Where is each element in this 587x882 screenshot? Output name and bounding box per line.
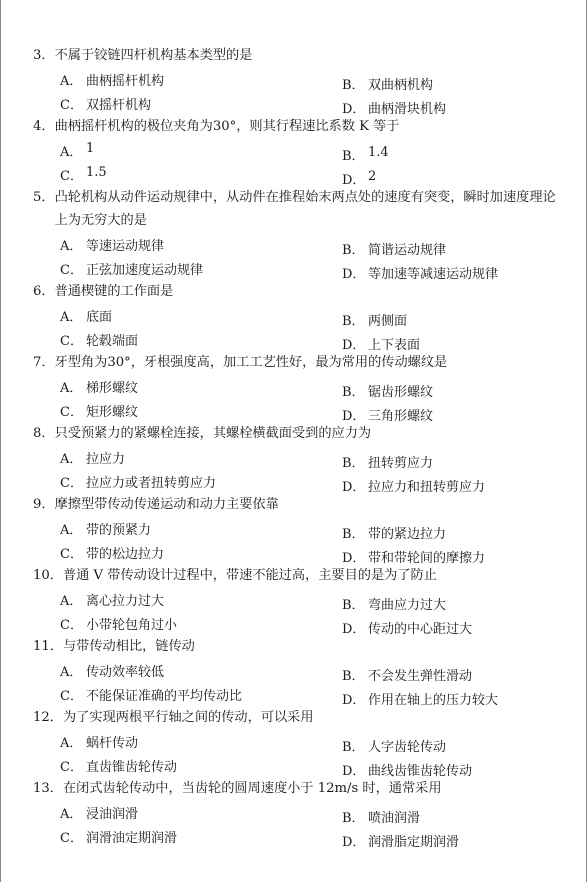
question-text: 牙型角为30°，牙根强度高，加工工艺性好，最为常用的传动螺纹是 bbox=[54, 355, 448, 370]
option-text: 小带轮包角过小 bbox=[86, 618, 178, 633]
option-letter: D． bbox=[342, 267, 366, 282]
option-text: 简谐运动规律 bbox=[368, 243, 447, 258]
question-text: 普通 V 带传动设计过程中，带速不能过高，主要目的是为了防止 bbox=[62, 568, 437, 583]
option-letter: D． bbox=[342, 102, 366, 117]
option-row bbox=[1, 753, 586, 777]
option-row bbox=[1, 540, 586, 564]
option-row bbox=[1, 67, 586, 91]
question-item bbox=[1, 186, 586, 280]
option-row bbox=[1, 327, 586, 351]
option-item bbox=[60, 235, 164, 254]
option-letter: A． bbox=[60, 665, 83, 680]
option-text: 浸油润滑 bbox=[86, 807, 139, 822]
option-text: 梯形螺纹 bbox=[86, 381, 139, 396]
question-item bbox=[1, 280, 586, 351]
option-row bbox=[1, 138, 586, 162]
option-letter: C． bbox=[60, 476, 83, 491]
option-row bbox=[1, 682, 586, 706]
option-text: 不会发生弹性滑动 bbox=[368, 669, 473, 684]
option-item bbox=[60, 94, 151, 113]
option-letter: C． bbox=[60, 98, 83, 113]
option-row bbox=[1, 445, 586, 469]
question-number: 8． bbox=[33, 426, 55, 441]
option-text: 两侧面 bbox=[368, 314, 408, 329]
option-letter: B． bbox=[342, 78, 365, 93]
option-text: 喷油润滑 bbox=[368, 811, 421, 826]
option-text: 1 bbox=[86, 141, 95, 156]
option-letter: A． bbox=[60, 736, 83, 751]
question-number: 11． bbox=[33, 639, 63, 654]
option-letter: B． bbox=[342, 811, 365, 826]
option-row bbox=[1, 658, 586, 682]
question-number: 7． bbox=[33, 355, 55, 370]
option-letter: A． bbox=[60, 594, 83, 609]
option-item bbox=[60, 543, 164, 562]
question-text: 不属于铰链四杆机构基本类型的是 bbox=[54, 48, 253, 63]
option-letter: B． bbox=[342, 243, 365, 258]
question-item bbox=[1, 115, 586, 186]
question-stem bbox=[33, 186, 568, 232]
question-item bbox=[1, 564, 586, 635]
question-number: 13． bbox=[33, 781, 63, 796]
option-letter: C． bbox=[60, 760, 83, 775]
option-row bbox=[1, 469, 586, 493]
option-text: 不能保证准确的平均传动比 bbox=[86, 689, 243, 704]
option-letter: A． bbox=[60, 310, 83, 325]
option-letter: B． bbox=[342, 385, 365, 400]
option-item bbox=[60, 685, 242, 704]
option-letter: B． bbox=[342, 149, 365, 164]
question-text: 普通楔键的工作面是 bbox=[54, 284, 174, 299]
option-item bbox=[60, 614, 177, 633]
option-text: 润滑脂定期润滑 bbox=[368, 835, 460, 850]
option-text: 直齿锥齿轮传动 bbox=[86, 760, 178, 775]
option-item bbox=[60, 259, 203, 278]
option-letter: D． bbox=[342, 764, 366, 779]
option-item bbox=[60, 661, 164, 680]
option-item bbox=[60, 732, 138, 751]
option-row bbox=[1, 729, 586, 753]
option-letter: D． bbox=[342, 409, 366, 424]
question-stem bbox=[33, 493, 568, 516]
question-item bbox=[1, 493, 586, 564]
option-letter: B． bbox=[342, 669, 365, 684]
option-letter: A． bbox=[60, 381, 83, 396]
option-text: 带和带轮间的摩擦力 bbox=[368, 551, 486, 566]
option-letter: D． bbox=[342, 173, 366, 188]
option-item bbox=[60, 401, 138, 420]
option-text: 1.5 bbox=[86, 165, 107, 180]
option-letter: B． bbox=[342, 314, 365, 329]
question-text: 为了实现两根平行轴之间的传动，可以采用 bbox=[62, 710, 314, 725]
question-text: 与带传动相比，链传动 bbox=[62, 639, 195, 654]
option-letter: C． bbox=[60, 169, 83, 184]
option-text: 传动效率较低 bbox=[86, 665, 165, 680]
option-letter: B． bbox=[342, 527, 365, 542]
option-letter: A． bbox=[60, 807, 83, 822]
question-number: 4． bbox=[33, 119, 55, 134]
option-item bbox=[60, 330, 138, 349]
option-text: 带的紧边拉力 bbox=[368, 527, 447, 542]
question-stem bbox=[33, 564, 568, 587]
option-item bbox=[60, 803, 138, 822]
option-row bbox=[1, 824, 586, 848]
option-text: 三角形螺纹 bbox=[368, 409, 434, 424]
option-text: 弯曲应力过大 bbox=[368, 598, 447, 613]
question-item bbox=[1, 706, 586, 777]
option-text: 锯齿形螺纹 bbox=[368, 385, 434, 400]
option-letter: C． bbox=[60, 405, 83, 420]
option-text: 等加速等减速运动规律 bbox=[368, 267, 499, 282]
question-text: 凸轮机构从动件运动规律中，从动件在推程始末两点处的速度有突变，瞬时加速度理论上为无穷大的是 bbox=[54, 190, 556, 228]
option-text: 曲线齿锥齿轮传动 bbox=[368, 764, 473, 779]
option-letter: C． bbox=[60, 689, 83, 704]
option-letter: C． bbox=[60, 547, 83, 562]
option-text: 带的松边拉力 bbox=[86, 547, 165, 562]
option-item bbox=[60, 70, 164, 89]
option-row bbox=[1, 303, 586, 327]
option-row bbox=[1, 162, 586, 186]
question-stem bbox=[33, 44, 568, 67]
option-text: 润滑油定期润滑 bbox=[86, 831, 178, 846]
option-row bbox=[1, 91, 586, 115]
option-letter: B． bbox=[342, 456, 365, 471]
option-text: 等速运动规律 bbox=[86, 239, 165, 254]
question-item bbox=[1, 351, 586, 422]
option-item bbox=[60, 141, 94, 160]
option-text: 上下表面 bbox=[368, 338, 421, 353]
option-text: 扭转剪应力 bbox=[368, 456, 434, 471]
option-letter: C． bbox=[60, 831, 83, 846]
option-item bbox=[60, 519, 151, 538]
option-row bbox=[1, 232, 586, 256]
question-text: 摩擦型带传动传递运动和动力主要依靠 bbox=[54, 497, 279, 512]
question-item bbox=[1, 777, 586, 848]
option-letter: A． bbox=[60, 74, 83, 89]
question-text: 只受预紧力的紧螺栓连接，其螺栓横截面受到的应力为 bbox=[54, 426, 372, 441]
option-letter: C． bbox=[60, 263, 83, 278]
question-text: 曲柄摇杆机构的极位夹角为30°，则其行程速比系数 K 等于 bbox=[54, 119, 400, 134]
option-text: 曲柄摇杆机构 bbox=[86, 74, 165, 89]
option-text: 拉应力 bbox=[86, 452, 126, 467]
option-letter: A． bbox=[60, 523, 83, 538]
option-row bbox=[1, 398, 586, 422]
question-number: 12． bbox=[33, 710, 63, 725]
option-item bbox=[60, 472, 216, 491]
option-item bbox=[342, 831, 459, 850]
question-item bbox=[1, 422, 586, 493]
question-stem bbox=[33, 351, 568, 374]
option-letter: B． bbox=[342, 598, 365, 613]
option-letter: A． bbox=[60, 145, 83, 160]
option-text: 人字齿轮传动 bbox=[368, 740, 447, 755]
option-letter: D． bbox=[342, 480, 366, 495]
option-item bbox=[60, 306, 112, 325]
option-text: 矩形螺纹 bbox=[86, 405, 139, 420]
option-text: 蜗杆传动 bbox=[86, 736, 139, 751]
option-letter: D． bbox=[342, 551, 366, 566]
option-text: 2 bbox=[368, 169, 377, 184]
question-number: 6． bbox=[33, 284, 55, 299]
question-stem bbox=[33, 280, 568, 303]
option-row bbox=[1, 611, 586, 635]
option-row bbox=[1, 587, 586, 611]
option-text: 底面 bbox=[86, 310, 113, 325]
question-number: 5． bbox=[33, 190, 55, 205]
option-letter: C． bbox=[60, 618, 83, 633]
option-letter: D． bbox=[342, 338, 366, 353]
question-stem bbox=[33, 777, 568, 800]
question-list bbox=[1, 44, 586, 848]
option-text: 拉应力和扭转剪应力 bbox=[368, 480, 486, 495]
option-text: 离心拉力过大 bbox=[86, 594, 165, 609]
question-item bbox=[1, 44, 586, 115]
option-text: 传动的中心距过大 bbox=[368, 622, 473, 637]
option-letter: A． bbox=[60, 452, 83, 467]
option-text: 双摇杆机构 bbox=[86, 98, 152, 113]
question-stem bbox=[33, 635, 568, 658]
option-item bbox=[60, 448, 125, 467]
question-number: 10． bbox=[33, 568, 63, 583]
option-item bbox=[60, 377, 138, 396]
option-letter: C． bbox=[60, 334, 83, 349]
option-row bbox=[1, 256, 586, 280]
option-item bbox=[60, 827, 177, 846]
question-text: 在闭式齿轮传动中，当齿轮的圆周速度小于 12m/s 时，通常采用 bbox=[62, 781, 442, 796]
question-item bbox=[1, 635, 586, 706]
option-text: 轮毂端面 bbox=[86, 334, 139, 349]
question-number: 9． bbox=[33, 497, 55, 512]
option-item bbox=[60, 165, 107, 184]
question-stem bbox=[33, 115, 568, 138]
option-text: 带的预紧力 bbox=[86, 523, 152, 538]
question-stem bbox=[33, 706, 568, 729]
option-text: 拉应力或者扭转剪应力 bbox=[86, 476, 217, 491]
option-letter: A． bbox=[60, 239, 83, 254]
question-number: 3． bbox=[33, 48, 55, 63]
option-row bbox=[1, 374, 586, 398]
option-text: 作用在轴上的压力较大 bbox=[368, 693, 499, 708]
option-letter: D． bbox=[342, 835, 366, 850]
option-item bbox=[60, 756, 177, 775]
option-row bbox=[1, 800, 586, 824]
option-letter: D． bbox=[342, 693, 366, 708]
option-text: 正弦加速度运动规律 bbox=[86, 263, 204, 278]
option-text: 曲柄滑块机构 bbox=[368, 102, 447, 117]
option-item bbox=[60, 590, 164, 609]
option-letter: B． bbox=[342, 740, 365, 755]
option-text: 双曲柄机构 bbox=[368, 78, 434, 93]
question-stem bbox=[33, 422, 568, 445]
option-letter: D． bbox=[342, 622, 366, 637]
option-row bbox=[1, 516, 586, 540]
option-text: 1.4 bbox=[368, 145, 389, 160]
